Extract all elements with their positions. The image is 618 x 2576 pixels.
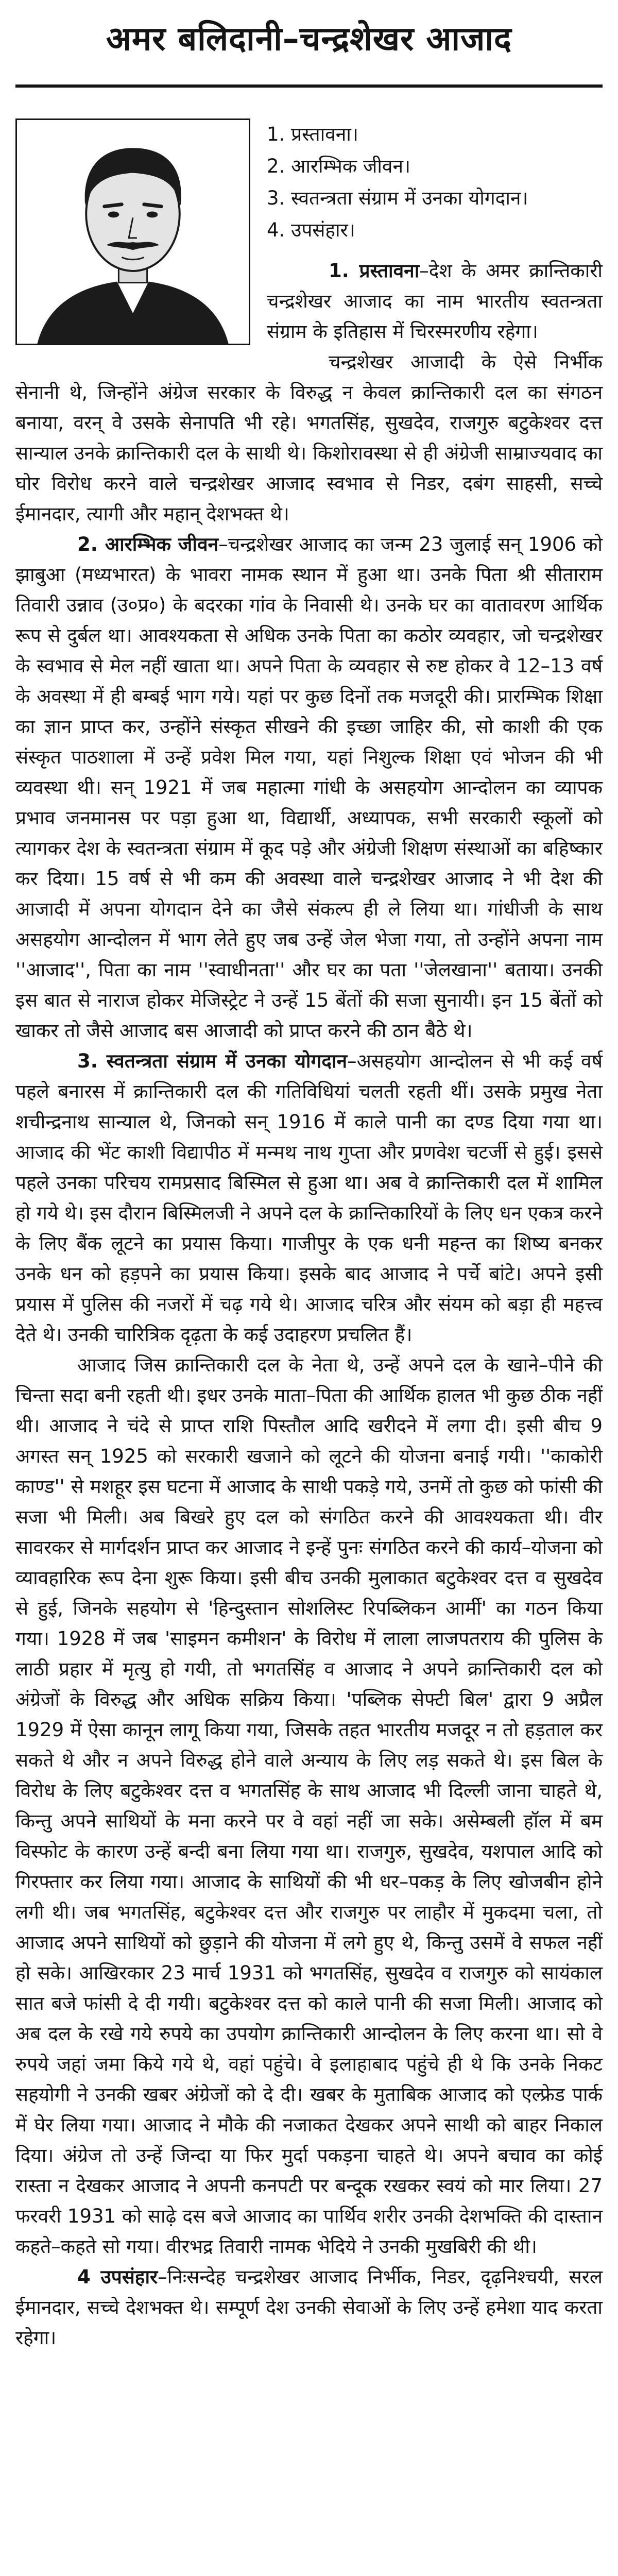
paragraph-text: –निःसन्देह चन्द्रशेखर आजाद निर्भीक, निडर, दृढ़निश्चयी, सरल ईमानदार, सच्चे देशभक्त थे। सम्पूर्ण देश उनकी सेवाओं के लिए उन्हें हमेशा याद करता रहेगा। <box>15 2266 603 2349</box>
toc-item: 4. उपसंहार। <box>267 219 355 241</box>
paragraph-text: –देश के अमर क्रान्तिकारी चन्द्रशेखर आजाद का नाम भारतीय स्वतन्त्रता संग्राम के इतिहास में चिरस्मरणीय रहेगा। <box>267 260 603 343</box>
section-heading-early-life: 2. आरम्भिक जीवन <box>77 533 219 555</box>
section-heading-intro: 1. प्रस्तावना <box>329 260 420 282</box>
section-heading-contribution: 3. स्वतन्त्रता संग्राम में उनका योगदान <box>77 1050 348 1072</box>
portrait-illustration <box>15 118 250 345</box>
section-conclusion-paragraph <box>15 2262 603 2353</box>
section-contribution-paragraph <box>15 1046 603 1350</box>
paragraph-text: –चन्द्रशेखर आजाद का जन्म 23 जुलाई सन् 1906 को झाबुआ (मध्यभारत) के भावरा नामक स्थान में हुआ था। उनके पिता श्री सीताराम तिवारी उन्नाव (उ०प्र०) के बदरका गांव के निवासी थे। उनके घर का वातावरण आर्थिक रूप से दुर्बल था। आवश्यकता से अधिक उनके पिता का कठोर व्यवहार, जो चन्द्रशेखर के स्वभाव से मेल नहीं खाता था। अपने पिता के व्यवहार से रुष्ट होकर वे 12–13 वर्ष के अवस्था में ही बम्बई भाग गये। यहां पर कुछ दिनों तक मजदूरी की। प्रारम्भिक शिक्षा का ज्ञान प्राप्त कर, उन्होंने संस्कृत सीखने की इच्छा जाहिर की, सो काशी की एक संस्कृत पाठशाला में उन्हें प्रवेश मिल गया, यहां निशुल्क शिक्षा एवं भोजन की भी व्यवस्था थी। सन् 1921 में जब महात्मा गांधी के असहयोग आन्दोलन का व्यापक प्रभाव जनमानस पर पड़ा हुआ था, विद्यार्थी, अध्यापक, सभी सरकारी स्कूलों को त्यागकर देश के स्वतन्त्रता संग्राम में कूद पड़े और अंग्रेजी शिक्षण संस्थाओं का बहिष्कार कर दिया। 15 वर्ष से भी कम की अवस्था वाले चन्द्रशेखर आजाद ने भी देश की आजादी में अपना योगदान देने का जैसे संकल्प ही ले लिया था। गांधीजी के साथ असहयोग आन्दोलन में भाग लेते हुए जब उन्हें जेल भेजा गया, तो उन्होंने अपना नाम ''आजाद'', पिता का नाम ''स्वाधीनता'' और घर का पता ''जेलखाना'' बताया। उनकी इस बात से नाराज होकर मेजिस्ट्रेट ने उन्हें 15 बेंतों की सजा सुनायी। इन 15 बेंतों को खाकर तो जैसे आजाद बस आजादी को प्राप्त करने की ठान बैठे थे। <box>15 533 603 1042</box>
page-title: अमर बलिदानी–चन्द्रशेखर आजाद <box>106 20 512 58</box>
toc-item: 1. प्रस्तावना। <box>267 123 358 145</box>
paragraph-text: –असहयोग आन्दोलन से भी कई वर्ष पहले बनारस में क्रान्तिकारी दल की गतिविधियां चलती रहती थीं। उसके प्रमुख नेता शचीन्द्रनाथ सान्याल थे, जिनको सन् 1916 में काले पानी का दण्ड दिया गया था। आजाद की भेंट काशी विद्यापीठ में मन्मथ नाथ गुप्ता और प्रणवेश चटर्जी से हुई। इससे पहले उनका परिचय रामप्रसाद बिस्मिल से हुआ था। अब वे क्रान्तिकारी दल में शामिल हो गये थे। इस दौरान बिस्मिलजी ने अपने दल के क्रान्तिकारियों के लिए धन एकत्र करने के लिए बैंक लूटने का प्रयास किया। गाजीपुर के एक धनी महन्त का शिष्य बनकर उनके धन को हड़पने का प्रयास किया। इसके बाद आजाद ने पर्चे बांटे। अपने इसी प्रयास में पुलिस की नजरों में चढ़ गये थे। आजाद चरित्र और संयम को बड़ा ही महत्त्व देते थे। उनकी चारित्रिक दृढ़ता के कई उदाहरण प्रचलित हैं। <box>15 1050 603 1346</box>
toc-item: 3. स्वतन्त्रता संग्राम में उनका योगदान। <box>267 187 528 209</box>
title-divider <box>15 84 603 88</box>
section-early-life-paragraph <box>15 529 603 1046</box>
portrait-icon <box>17 120 249 344</box>
paragraph: आजाद जिस क्रान्तिकारी दल के नेता थे, उन्हें अपने दल के खाने–पीने की चिन्ता सदा बनी रहती थी। इधर उनके माता–पिता की आर्थिक हालत भी कुछ ठीक नहीं थी। आजाद ने चंदे से प्राप्त राशि पिस्तौल आदि खरीदने में लगा दी। इसी बीच 9 अगस्त सन् 1925 को सरकारी खजाने को लूटने की योजना बनाई गयी। ''काकोरी काण्ड'' से मशहूर इस घटना में आजाद के साथी पकड़े गये, उनमें तो कुछ को फांसी की सजा भी मिली। अब बिखरे हुए दल को संगठित करने की आवश्यकता थी। वीर सावरकर से मार्गदर्शन प्राप्त कर आजाद ने इन्हें पुनः संगठित करने की कार्य–योजना को व्यावहारिक रूप देना शुरू किया। इसी बीच उनकी मुलाकात बटुकेश्वर दत्त व सुखदेव से हुई, जिनके सहयोग से 'हिन्दुस्तान सोशलिस्ट रिपब्लिकन आर्मी' का गठन किया गया। 1928 में जब 'साइमन कमीशन' के विरोध में लाला लाजपतराय की पुलिस के लाठी प्रहार में मृत्यु हो गयी, तो भगतसिंह व आजाद ने अपने क्रान्तिकारी दल को अंग्रेजों के विरुद्ध और अधिक सक्रिय किया। 'पब्लिक सेफ्टी बिल' द्वारा 9 अप्रैल 1929 में ऐसा कानून लागू किया गया, जिसके तहत भारतीय मजदूर न तो हड़ताल कर सकते थे और न अपने विरुद्ध होने वाले अन्याय के लिए लड़ सकते थे। इस बिल के विरोध के लिए बटुकेश्वर दत्त व भगतसिंह के साथ आजाद भी दिल्ली जाना चाहते थे, किन्तु अपने साथियों के मना करने पर वे वहां नहीं जा सके। असेम्बली हॉल में बम विस्फोट के कारण उन्हें बन्दी बना लिया गया था। राजगुरु, सुखदेव, यशपाल आदि को गिरफ्तार कर लिया गया। आजाद के साथियों की भी धर–पकड़ के लिए खोजबीन होने लगी थी। जब भगतसिंह, बटुकेश्वर दत्त और राजगुरु पर लाहौर में मुकदमा चला, तो आजाद अपने साथियों को छुड़ाने की योजना में लगे हुए थे, किन्तु उसमें वे सफल नहीं हो सके। आखिरकार 23 मार्च 1931 को भगतसिंह, सुखदेव व राजगुरु को सायंकाल सात बजे फांसी दे दी गयी। बटुकेश्वर दत्त को काले पानी की सजा मिली। आजाद को अब दल के रखे गये रुपये का उपयोग क्रान्तिकारी आन्दोलन के लिए करना था। सो वे रुपये जहां जमा किये गये थे, वहां पहुंचे। वे इलाहाबाद पहुंचे ही थे कि उनके निकट सहयोगी ने उनकी खबर अंग्रेजों को दे दी। खबर के मुताबिक आजाद को एल्फ्रेड पार्क में घेर लिया गया। आजाद ने मौके की नजाकत देखकर अपने साथी को बाहर निकाल दिया। अंग्रेज तो उन्हें जिन्दा या फिर मुर्दा पकड़ना चाहते थे। अपने बचाव का कोई रास्ता न देखकर आजाद ने अपनी कनपटी पर बन्दूक रखकर स्वयं को मार लिया। 27 फरवरी 1931 को साढ़े दस बजे आजाद का पार्थिव शरीर उनकी देशभक्ति की दास्तान कहते–कहते सो गया। वीरभद्र तिवारी नामक भेदिये ने उनकी मुखबिरी की थी। <box>15 1354 603 2258</box>
paragraph: चन्द्रशेखर आजादी के ऐसे निर्भीक सेनानी थे, जिन्होंने अंग्रेज सरकार के विरुद्ध न केवल क्रान्तिकारी दल का संगठन बनाया, वरन् वे उसके सेनापति भी रहे। भगतसिंह, सुखदेव, राजगुरु बटुकेश्वर दत्त सान्याल उनके क्रान्तिकारी दल के साथी थे। किशोरावस्था से ही अंग्रेजी साम्राज्यवाद का घोर विरोध करने वाले चन्द्रशेखर आजाद स्वभाव से निडर, दबंग साहसी, सच्चे ईमानदार, त्यागी और महान् देशभक्त थे। <box>15 351 603 525</box>
section-heading-conclusion: 4 उपसंहार <box>77 2266 158 2288</box>
toc-item: 2. आरम्भिक जीवन। <box>267 155 411 177</box>
essay-body <box>15 256 603 2353</box>
